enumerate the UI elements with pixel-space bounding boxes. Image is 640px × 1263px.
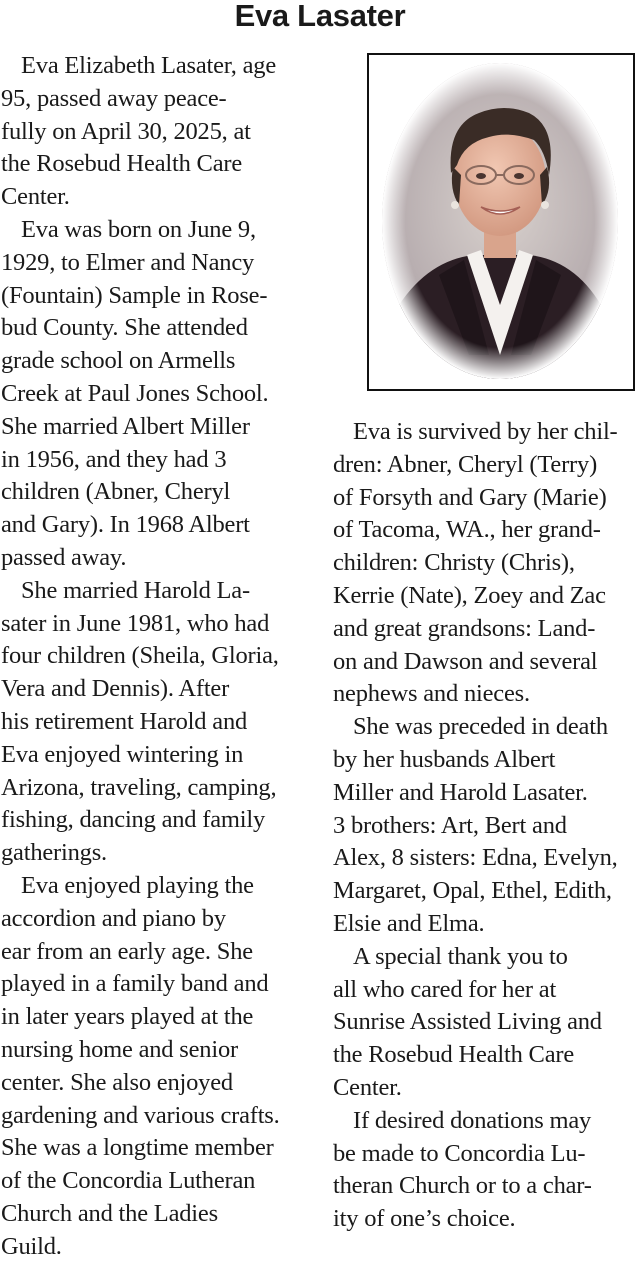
text-line: Vera and Dennis). After (1, 675, 230, 703)
text-line: of the Concordia Lutheran (1, 1167, 256, 1195)
text-line: dren: Abner, Cheryl (Terry) (333, 450, 598, 478)
portrait-photo (367, 53, 635, 391)
text-line: center. She also enjoyed (1, 1068, 233, 1096)
text-line: 3 brothers: Art, Bert and (333, 811, 567, 839)
text-line: grade school on Armells (1, 347, 236, 375)
text-line: fully on April 30, 2025, at (1, 117, 251, 145)
text-line: the Rosebud Health Care (1, 150, 243, 178)
text-line: be made to Concordia Lu- (333, 1139, 586, 1167)
text-line: Miller and Harold Lasater. (333, 778, 588, 806)
text-line: Kerrie (Nate), Zoey and Zac (333, 581, 606, 609)
text-line: Sunrise Assisted Living and (333, 1008, 602, 1036)
text-line: on and Dawson and several (333, 647, 598, 675)
obituary-title: Eva Lasater (234, 0, 406, 33)
text-line: and Gary). In 1968 Albert (1, 511, 250, 539)
text-line: Center. (1, 183, 70, 211)
text-line: gardening and various crafts. (1, 1101, 280, 1129)
text-line: children: Christy (Chris), (333, 549, 575, 577)
portrait-illustration (369, 55, 632, 388)
text-line: She was preceded in death (353, 713, 608, 741)
left-column (1, 50, 313, 1263)
text-line: She was a longtime member (1, 1134, 274, 1162)
text-line: passed away. (1, 543, 127, 571)
text-line: Creek at Paul Jones School. (1, 379, 269, 407)
text-line: 1929, to Elmer and Nancy (1, 248, 255, 276)
text-line: accordion and piano by (1, 904, 226, 932)
text-line: sater in June 1981, who had (1, 609, 270, 637)
text-line: fishing, dancing and family (1, 806, 266, 834)
text-line: children (Abner, Cheryl (1, 478, 231, 506)
text-line: all who cared for her at (333, 975, 557, 1003)
text-line: ear from an early age. She (1, 937, 253, 965)
text-line: Elsie and Elma. (333, 909, 485, 937)
text-line: by her husbands Albert (333, 745, 556, 773)
text-line: If desired donations may (353, 1106, 592, 1134)
text-line: bud County. She attended (1, 314, 248, 342)
text-line: Eva enjoyed playing the (21, 871, 254, 899)
text-line: (Fountain) Sample in Rose- (1, 281, 268, 309)
text-line: Arizona, traveling, camping, (1, 773, 277, 801)
text-line: Alex, 8 sisters: Edna, Evelyn, (333, 844, 618, 872)
right-column (333, 416, 640, 1236)
text-line: theran Church or to a char- (333, 1172, 592, 1200)
text-line: Eva enjoyed wintering in (1, 740, 244, 768)
text-line: Eva Elizabeth Lasater, age (21, 52, 277, 79)
text-line: gatherings. (1, 839, 107, 867)
text-line: the Rosebud Health Care (333, 1041, 575, 1069)
text-line: played in a family band and (1, 970, 269, 998)
text-line: four children (Sheila, Gloria, (1, 642, 279, 670)
text-line: Eva was born on June 9, (21, 215, 256, 243)
text-line: Center. (333, 1073, 402, 1101)
text-line: 95, passed away peace- (1, 84, 227, 112)
text-line: She married Harold La- (21, 576, 250, 604)
text-line: of Tacoma, WA., her grand- (333, 516, 601, 544)
text-line: nursing home and senior (1, 1035, 238, 1063)
text-line: She married Albert Miller (1, 412, 250, 440)
text-line: ity of one’s choice. (333, 1205, 516, 1233)
text-line: Margaret, Opal, Ethel, Edith, (333, 877, 612, 905)
text-line: in 1956, and they had 3 (1, 445, 227, 473)
text-line: Church and the Ladies (1, 1199, 218, 1227)
text-line: his retirement Harold and (1, 707, 248, 735)
text-line: Eva is survived by her chil- (353, 418, 618, 445)
text-line: of Forsyth and Gary (Marie) (333, 483, 607, 511)
text-line: in later years played at the (1, 1003, 254, 1031)
text-line: Guild. (1, 1232, 62, 1260)
text-line: and great grandsons: Land- (333, 614, 596, 642)
text-line: A special thank you to (353, 942, 568, 970)
text-line: nephews and nieces. (333, 680, 530, 708)
